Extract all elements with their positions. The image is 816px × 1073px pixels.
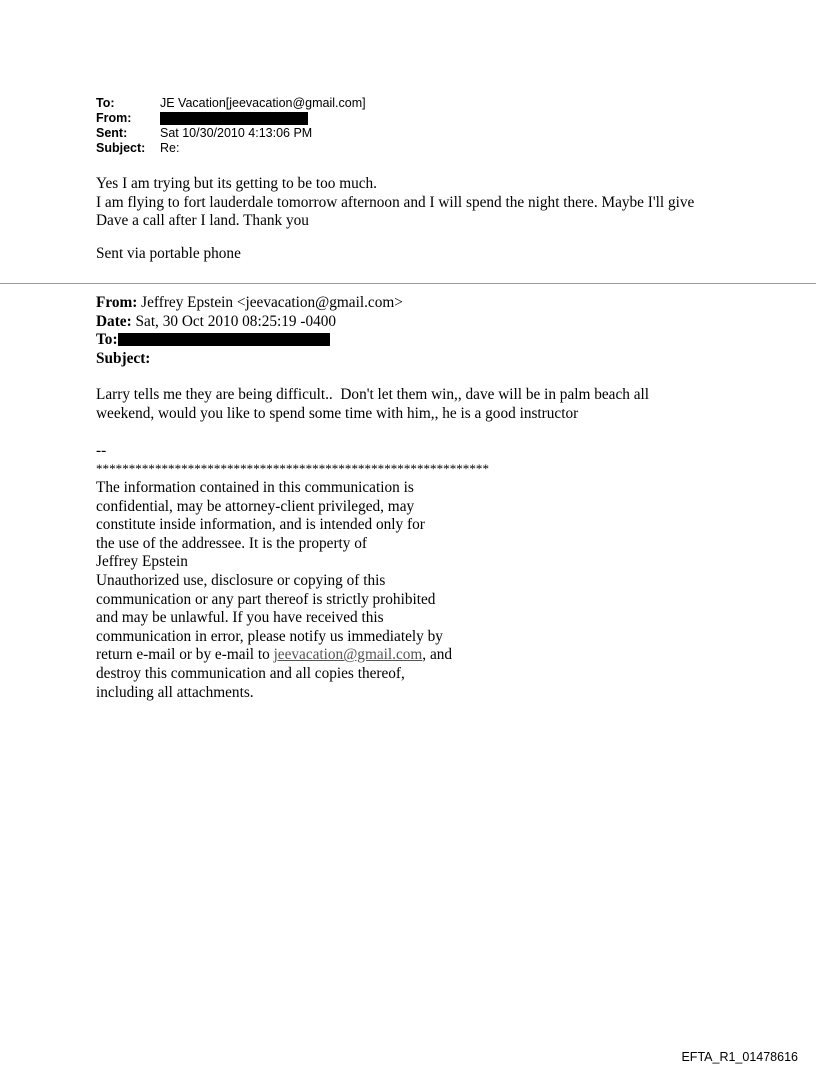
- header-to-row: [96, 96, 366, 111]
- quoted-subject-label: Subject:: [96, 349, 151, 367]
- reply-signature: Sent via portable phone: [96, 245, 241, 262]
- signature-stars: ************************************************************: [96, 461, 489, 476]
- disclaimer-line: destroy this communication and all copies thereof,: [96, 664, 405, 682]
- disclaimer-line: communication or any part thereof is strictly prohibited: [96, 590, 436, 608]
- quoted-subject-row: [96, 350, 403, 369]
- email-header: [96, 96, 366, 156]
- disclaimer-line: including all attachments.: [96, 683, 254, 701]
- return-prefix: return e-mail or by e-mail to: [96, 646, 274, 664]
- document-id: EFTA_R1_01478616: [681, 1050, 798, 1064]
- sent-value: Sat 10/30/2010 4:13:06 PM: [160, 126, 313, 140]
- header-sent-row: [96, 126, 366, 141]
- quoted-to-label: To:: [96, 331, 118, 349]
- disclaimer-line: Jeffrey Epstein: [96, 553, 188, 571]
- quoted-date-row: [96, 313, 403, 332]
- message-divider: [0, 283, 816, 284]
- from-label: From:: [96, 111, 132, 125]
- disclaimer-block: [96, 479, 476, 702]
- quoted-body: [96, 386, 736, 423]
- disclaimer-line: The information contained in this communication is: [96, 479, 414, 496]
- disclaimer-line: confidential, may be attorney-client privileged, may: [96, 497, 415, 515]
- disclaimer-line: communication in error, please notify us immediately by: [96, 627, 443, 645]
- quoted-from-label: From:: [96, 294, 138, 311]
- reply-line: I am flying to fort lauderdale tomorrow afternoon and I will spend the night there. Maybe I'll give: [96, 193, 695, 211]
- redacted-to-block: [118, 333, 330, 346]
- header-from-row: [96, 111, 366, 126]
- quoted-from-value: Jeffrey Epstein <jeevacation@gmail.com>: [141, 294, 403, 311]
- disclaimer-line: the use of the addressee. It is the property of: [96, 534, 368, 552]
- disclaimer-return-line: [96, 646, 476, 665]
- to-label: To:: [96, 96, 115, 110]
- quoted-to-row: [96, 331, 403, 350]
- reply-line: Dave a call after I land. Thank you: [96, 212, 309, 230]
- subject-value: Re:: [160, 141, 180, 155]
- quoted-header: [96, 294, 403, 368]
- disclaimer-line: Unauthorized use, disclosure or copying of this: [96, 571, 386, 589]
- disclaimer-line: constitute inside information, and is intended only for: [96, 516, 425, 534]
- return-suffix: , and: [422, 646, 453, 664]
- signature-dash: --: [96, 442, 107, 459]
- reply-line: Yes I am trying but its getting to be too much.: [96, 175, 377, 192]
- quoted-from-row: [96, 294, 403, 313]
- header-subject-row: [96, 141, 366, 156]
- redacted-from-block: [160, 112, 308, 125]
- quoted-body-line: weekend, would you like to spend some time with him,, he is a good instructor: [96, 404, 579, 422]
- quoted-date-label: Date:: [96, 312, 132, 330]
- subject-label: Subject:: [96, 141, 146, 155]
- disclaimer-line: and may be unlawful. If you have received this: [96, 609, 384, 627]
- email-link[interactable]: jeevacation@gmail.com: [273, 646, 423, 664]
- sent-label: Sent:: [96, 126, 128, 140]
- quoted-body-line: Larry tells me they are being difficult.. Don't let them win,, dave will be in palm beach all: [96, 386, 649, 403]
- reply-body: [96, 175, 786, 231]
- quoted-date-value: Sat, 30 Oct 2010 08:25:19 -0400: [135, 312, 337, 330]
- to-value: JE Vacation[jeevacation@gmail.com]: [160, 96, 366, 110]
